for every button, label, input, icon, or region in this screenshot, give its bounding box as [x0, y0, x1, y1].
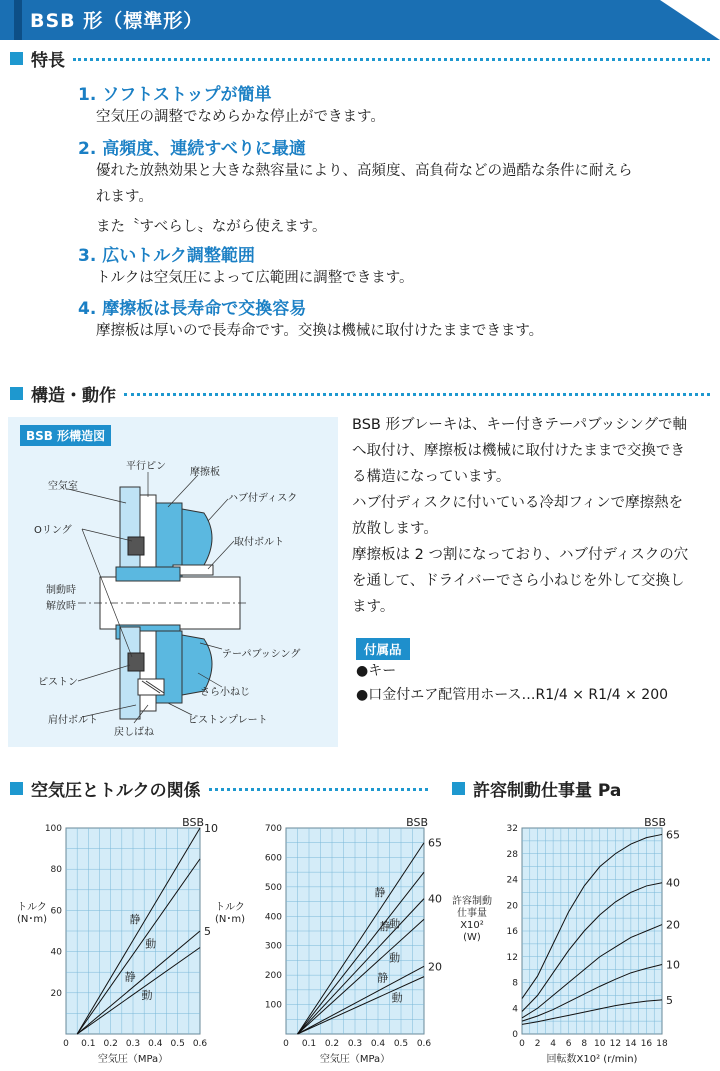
series-name-label: 40 [666, 876, 680, 890]
y-axis-label [452, 894, 492, 943]
series-annotation: 静 [377, 971, 389, 985]
y-axis-label-line: トルク [215, 902, 245, 913]
page-header [0, 0, 720, 40]
series-annotation: 動 [141, 989, 153, 1003]
x-tick-label: 0.5 [170, 1039, 185, 1049]
feature-3-body: トルクは空気圧によって広範囲に調整できます。 [96, 270, 414, 286]
square-bullet-icon [10, 387, 23, 400]
y-tick-label: 28 [506, 849, 518, 860]
label-parallel-pin: 平行ピン [126, 461, 166, 472]
y-tick-label: 0 [512, 1030, 518, 1040]
square-bullet-icon [10, 52, 23, 65]
work-heading: 許容制動仕事量 Pa [452, 776, 642, 800]
series-annotation: 静 [124, 970, 136, 984]
series-annotation: 静 [379, 919, 391, 933]
label-mount-bolt: 取付ボルト [234, 537, 284, 548]
feature-1-body: 空気圧の調整でなめらかな停止ができます。 [96, 109, 385, 125]
x-tick-label: 0.6 [192, 1039, 208, 1049]
y-axis-label [17, 901, 47, 925]
structure-description: BSB 形ブレーキは、キー付きテーパブッシングで軸 へ取付け、摩擦板は機械に取付けたままで交換でき る構造になっています。 ハブ付ディスクに付いている冷却フィンで摩擦熱を 放散します。 摩擦板は 2 つ割になっており、ハブ付ディスクの穴 を通して、ドライバーでさら小ねじを外して交換し ます。 [352, 417, 689, 615]
torque-chart-large [214, 810, 446, 1070]
y-tick-label: 20 [506, 901, 518, 912]
diagram-title: BSB 形構造図 [20, 425, 111, 446]
y-axis-label-line: (W) [463, 932, 481, 943]
label-shoulder-bolt: 肩付ボルト [48, 715, 98, 726]
x-tick-label: 0.1 [301, 1039, 317, 1049]
y-tick-label: 700 [264, 824, 282, 834]
series-name-label: 20 [666, 918, 680, 932]
x-axis-label: 空気圧（MPa） [97, 1054, 169, 1065]
series-name-label: 5 [666, 993, 673, 1007]
dotted-rule [124, 393, 710, 396]
label-friction-plate: 摩擦板 [190, 467, 220, 478]
x-tick-label: 0.4 [148, 1039, 163, 1049]
torque-chart-small [2, 810, 218, 1070]
y-tick-label: 8 [512, 978, 518, 989]
series-annotation: 動 [391, 991, 403, 1005]
dotted-rule [209, 788, 428, 791]
structure-heading: 構造・動作 [10, 381, 710, 405]
x-tick-label: 0.3 [125, 1039, 141, 1049]
torque-heading: 空気圧とトルクの関係 [10, 776, 428, 800]
y-axis-label [215, 901, 245, 925]
series-name-label: 20 [428, 960, 442, 974]
x-tick-label: 0.6 [416, 1039, 432, 1049]
series-annotation: 動 [145, 937, 157, 951]
structure-diagram [8, 417, 338, 747]
x-tick-label: 0.2 [103, 1039, 118, 1049]
series-name-label: 65 [428, 836, 442, 850]
y-axis-label-line: (N･m) [16, 914, 48, 925]
page-title: BSB 形（標準形） [30, 10, 204, 32]
y-tick-label: 4 [512, 1004, 518, 1015]
y-axis-label-line: 許容制動 [452, 896, 492, 907]
dotted-rule [73, 58, 710, 61]
y-axis-label-line: (N･m) [214, 914, 246, 925]
x-tick-label: 0 [283, 1039, 289, 1049]
x-tick-label: 4 [550, 1039, 556, 1049]
x-tick-label: 6 [565, 1039, 572, 1049]
x-tick-label: 2 [534, 1039, 541, 1049]
y-tick-label: 12 [506, 952, 518, 963]
x-tick-label: 0 [63, 1039, 69, 1049]
x-tick-label: 0.5 [393, 1039, 409, 1049]
x-tick-label: 10 [594, 1039, 606, 1049]
series-name-label: 5 [204, 925, 211, 938]
y-tick-label: 16 [506, 927, 518, 937]
feature-2-body: 優れた放熱効果と大きな熱容量により、高頻度、高負荷などの過酷な条件に耐えら れます。 また〝すべらし〟ながら使えます。 [96, 163, 633, 235]
label-air-chamber: 空気室 [48, 481, 78, 492]
series-name-label: 65 [666, 828, 680, 842]
label-piston-plate: ピストンプレート [188, 715, 268, 726]
square-bullet-icon [452, 782, 465, 795]
x-tick-label: 0.3 [347, 1039, 363, 1049]
series-annotation: 静 [129, 912, 141, 926]
x-tick-label: 8 [581, 1039, 588, 1049]
square-bullet-icon [10, 782, 23, 795]
label-braking: 制動時 [46, 585, 76, 596]
label-o-ring: Oリング [34, 525, 72, 536]
label-releasing: 解放時 [46, 601, 76, 612]
y-tick-label: 24 [506, 875, 518, 886]
label-taper-bushing: テーパブッシング [222, 649, 301, 660]
x-tick-label: 0.2 [324, 1039, 340, 1049]
y-axis-label-line: トルク [17, 902, 47, 913]
x-tick-label: 0.1 [81, 1039, 96, 1049]
feature-1-title: 1. ソフトストップが簡単 [78, 85, 272, 105]
legend-title: BSB [406, 816, 428, 829]
x-tick-label: 18 [656, 1039, 668, 1049]
series-name-label: 10 [666, 958, 680, 972]
x-axis-label: 空気圧（MPa） [319, 1054, 391, 1065]
y-tick-label: 80 [50, 865, 62, 876]
series-annotation: 動 [389, 951, 401, 965]
series-annotation: 動 [389, 917, 401, 931]
feature-4-body: 摩擦板は厚いので長寿命です。交換は機械に取付けたままできます。 [96, 323, 544, 339]
y-tick-label: 100 [264, 1000, 282, 1011]
series-name-label: 40 [428, 892, 442, 906]
legend-title: BSB [644, 816, 666, 829]
y-tick-label: 100 [44, 824, 62, 834]
y-tick-label: 400 [264, 912, 282, 923]
y-tick-label: 40 [50, 947, 62, 958]
x-tick-label: 0.4 [370, 1039, 386, 1049]
y-tick-label: 200 [264, 971, 282, 982]
x-tick-label: 0 [519, 1039, 525, 1049]
label-return-spring: 戻しばね [114, 727, 154, 738]
accessories-title: 付属品 [356, 638, 410, 660]
accessory-item: ●キー [356, 663, 397, 679]
feature-2-title: 2. 高頻度、連続すべりに最適 [78, 139, 306, 159]
feature-4-title: 4. 摩擦板は長寿命で交換容易 [78, 299, 307, 319]
y-axis-label-line: 仕事量 [457, 908, 487, 919]
y-axis-label-line: X10² [460, 920, 484, 931]
y-tick-label: 32 [506, 824, 518, 834]
x-tick-label: 16 [640, 1039, 653, 1049]
y-tick-label: 60 [50, 906, 62, 917]
y-tick-label: 600 [264, 853, 282, 864]
legend-title: BSB [182, 816, 204, 829]
braking-work-chart [454, 810, 718, 1070]
series-annotation: 静 [374, 886, 386, 900]
features-heading: 特長 [10, 46, 710, 70]
label-piston: ピストン [38, 677, 78, 688]
y-tick-label: 300 [264, 941, 282, 952]
y-tick-label: 20 [50, 988, 62, 999]
label-hub-disk: ハブ付ディスク [228, 493, 298, 504]
series-name-label: 10 [204, 822, 218, 835]
accessory-item: ●口金付エア配管用ホース…R1/4 × R1/4 × 200 [356, 687, 669, 703]
y-tick-label: 500 [264, 882, 282, 893]
x-tick-label: 12 [609, 1039, 622, 1049]
x-axis-label: 回転数X10² (r/min) [546, 1054, 638, 1065]
feature-3-title: 3. 広いトルク調整範囲 [78, 246, 255, 266]
label-countersunk-screw: さら小ねじ [200, 687, 250, 698]
x-tick-label: 14 [625, 1039, 637, 1049]
